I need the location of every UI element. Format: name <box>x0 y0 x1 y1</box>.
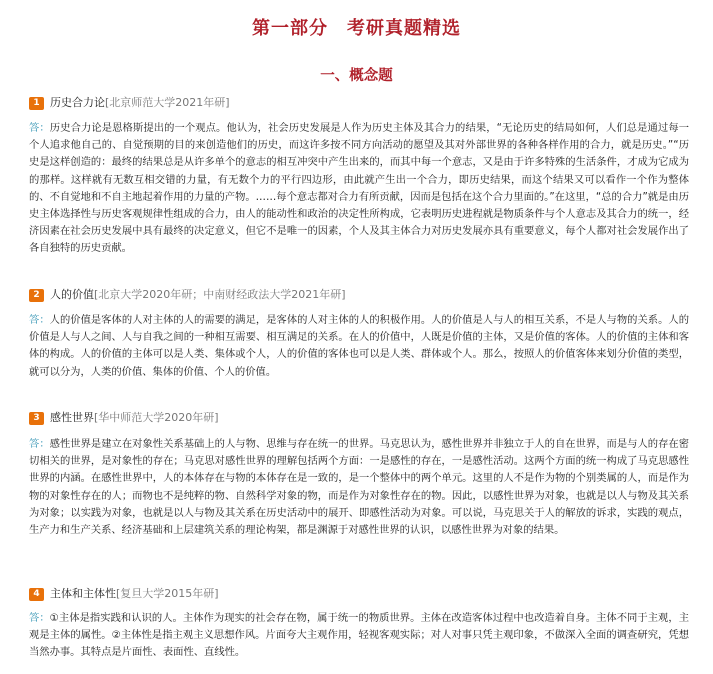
question-heading <box>29 586 219 602</box>
question-source: [华中师范大学2020年研] <box>94 411 219 424</box>
question-source: [北京师范大学2021年研] <box>105 96 230 109</box>
question-heading <box>29 410 219 426</box>
answer-label: 答： <box>29 122 50 134</box>
answer-text <box>29 610 689 666</box>
answer-body: ①主体是指实践和认识的人。主体作为现实的社会存在物，属于统一的物质世界。主体在改造客体过程中也改造着自身。主体不同于主观，主观是主体的属性。②主体性是指主观主义思想作风。片面夸大主观作用，轻视客观实际；对人对事只凭主观印象，不做深入全面的调查研究，凭想当然办事。其特点是片面性、表面性、直线性。 <box>29 612 689 659</box>
answer-text <box>29 312 689 384</box>
answer-body: 人的价值是客体的人对主体的人的需要的满足，是客体的人对主体的人的积极作用。人的价值是人与人的相互关系，不是人与物的关系。人的价值是人与人之间、人与自我之间的一种相互需要、相互满足的关系。在人的价值中，人既是价值的主体，又是价值的客体。人的价值的主体和客体的构成。人的价值的主体可以是人类、集体或个人，人的价值的客体也可以是人类、群体或个人。那么，按照人的价值客体来划分价值的类型，就可以分为，人类的价值、集体的价值、个人的价值。 <box>29 314 689 378</box>
question-number-badge: 1 <box>29 97 44 110</box>
question-heading <box>29 287 346 303</box>
answer-label: 答： <box>29 438 50 450</box>
answer-body: 感性世界是建立在对象性关系基础上的人与物、思维与存在统一的世界。马克思认为，感性世界并非独立于人的自在世界，而是与人的存在密切相关的世界，是对象性的存在；马克思对感性世界的理解包括两个方面：一是感性的存在，一是感性活动。这两个方面的统一构成了马克思感性世界的内涵。在感性世界中，人的本体存在与物的本体存在是一致的，是一个整体中的两个单元。这里的人不是作为物的个别类属的人，而是作为物的对象性存在的人；而物也不是纯粹的物、自然科学对象的物，而是作为对象性存在的物。因此，以感性世界为对象，也就是以人与物及其关系为对象；以实践为对象，也就是以人与物及其关系在历史活动中的展开、即感性活动为对象。可以说，马克思关于人的解放的诉求，实践的观点，生产力和生产关系、经济基础和上层建筑关系的理论构架，都是渊源于对感性世界的认识，以感性世界为对象的结果。 <box>29 438 689 537</box>
question-term: 人的价值 <box>50 288 94 301</box>
question-term: 历史合力论 <box>50 96 105 109</box>
question-number-badge: 2 <box>29 289 44 302</box>
question-number-badge: 3 <box>29 412 44 425</box>
page-title: 第一部分 考研真题精选 <box>252 18 461 39</box>
question-source: [复旦大学2015年研] <box>116 587 219 600</box>
section-heading: 一、概念题 <box>320 68 393 84</box>
question-term: 主体和主体性 <box>50 587 116 600</box>
question-term: 感性世界 <box>50 411 94 424</box>
question-source: [北京大学2020年研；中南财经政法大学2021年研] <box>94 288 346 301</box>
answer-body: 历史合力论是恩格斯提出的一个观点。他认为，社会历史发展是人作为历史主体及其合力的结果，“无论历史的结局如何，人们总是通过每一个人追求他自己的、自觉预期的目的来创造他们的历史，而这许多按不同方向活动的愿望及其对外部世界的各种各样作用的合力，就是历史。”“历史是这样创造的：最终的结果总是从许多单个的意志的相互冲突中产生出来的，而其中每一个意志，又是由于许多特殊的生活条件，才成为它成为的那样。这样就有无数互相交错的力量，有无数个力的平行四边形，由此就产生出一个合力，即历史结果，而这个结果又可以看作一个作为整体的、不自觉地和不自主地起着作用的力量的产物。……每个意志都对合力有所贡献，因而是包括在这个合力里面的。”在这里，“总的合力”就是由历史主体选择性与历史客观规律性组成的合力，由人的能动性和政治的决定性所构成，它表明历史进程就是物质条件与个人意志及其合力的统一，经济因素在社会历史发展中具有最终的决定意义，但它不是唯一的因素，个人及其主体合力对历史发展亦具有重要意义，每个人都对社会发展作出了各自独特的历史贡献。 <box>29 122 689 255</box>
question-heading <box>29 95 230 111</box>
answer-text <box>29 120 689 261</box>
answer-text <box>29 436 689 560</box>
answer-label: 答： <box>29 612 50 624</box>
answer-label: 答： <box>29 314 50 326</box>
question-number-badge: 4 <box>29 588 44 601</box>
